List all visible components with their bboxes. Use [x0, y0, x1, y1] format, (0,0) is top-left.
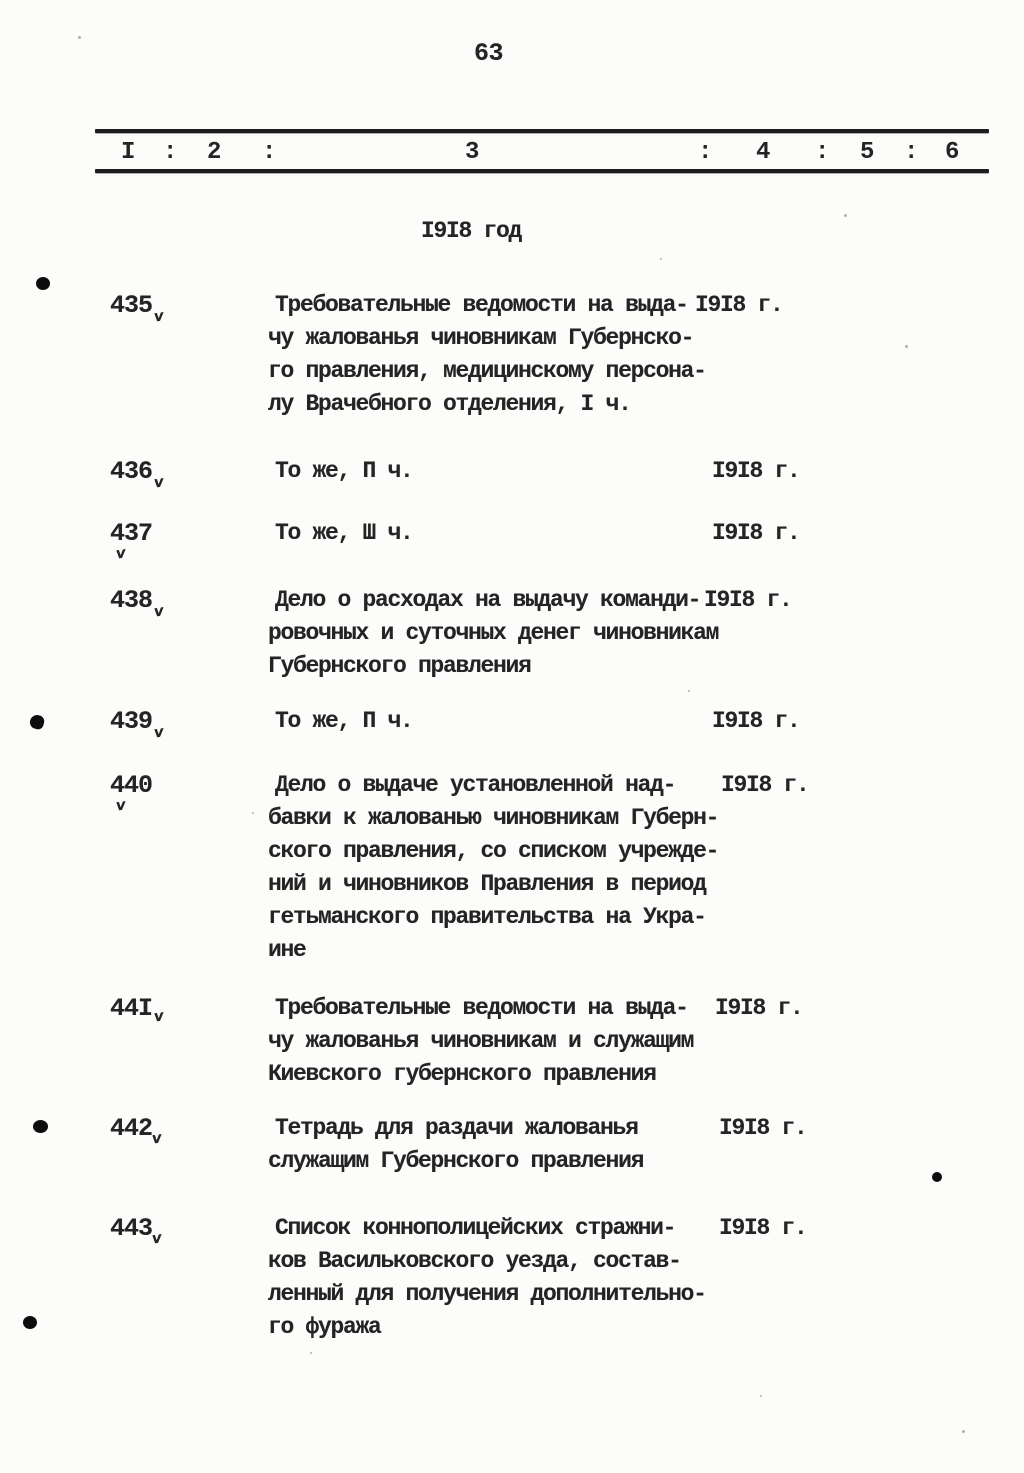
entry-number — [110, 584, 165, 621]
column-separator: : — [163, 139, 178, 166]
tick-mark: v — [152, 1006, 165, 1026]
column-header-2: 2 — [207, 139, 222, 166]
scan-speck — [905, 345, 908, 348]
tick-mark: v — [114, 795, 127, 815]
scan-speck — [310, 1352, 312, 1354]
column-separator: : — [262, 139, 277, 166]
entry-description — [268, 517, 720, 550]
description-line: бавки к жалованью чиновникам Губерн- — [268, 805, 719, 831]
description-line: чу жалованья чиновникам Губернско- — [268, 325, 694, 351]
ink-dot — [23, 1316, 37, 1329]
entry-number — [110, 992, 165, 1027]
entry-date: I9I8 г. — [721, 772, 809, 798]
description-line: Губернского правления — [268, 653, 531, 679]
description-line: То же, П ч. — [275, 458, 413, 484]
tick-mark: v — [152, 472, 165, 492]
scan-speck — [844, 214, 847, 217]
entry-date: I9I8 г. — [719, 1115, 807, 1141]
column-header-3: 3 — [465, 139, 480, 166]
ink-dot — [36, 277, 50, 290]
description-line: ского правления, со списком учрежде- — [268, 838, 719, 864]
entry-number-text: 443 — [110, 1214, 153, 1243]
entry-date: I9I8 г. — [712, 458, 800, 484]
entry-number-text: 435 — [110, 291, 153, 320]
tick-mark: v — [150, 1128, 163, 1148]
entry-date: I9I8 г. — [715, 995, 803, 1021]
description-line: чу жалованья чиновникам и служащим — [268, 1028, 694, 1054]
description-line: лу Врачебного отделения, I ч. — [268, 391, 631, 417]
description-line: То же, Ш ч. — [275, 520, 413, 546]
entry-number-text: 442 — [110, 1114, 153, 1143]
entry-number — [110, 769, 153, 815]
description-line: ровочных и суточных денег чиновникам — [268, 620, 719, 646]
tick-mark: v — [152, 601, 165, 621]
entry-date: I9I8 г. — [712, 520, 800, 546]
entry-description — [268, 992, 720, 1091]
entry-number — [110, 705, 165, 742]
description-line: гетьманского правительства на Укра- — [268, 904, 706, 930]
ink-dot — [28, 713, 45, 730]
column-header-1: I — [121, 139, 136, 166]
column-header-6: 6 — [945, 139, 960, 166]
entry-number-text: 439 — [110, 707, 153, 736]
column-header-4: 4 — [756, 139, 771, 166]
entry-number — [110, 289, 165, 326]
entry-number — [110, 1212, 162, 1247]
column-separator: : — [815, 139, 830, 166]
scan-speck — [660, 258, 662, 260]
entry-number — [110, 517, 153, 563]
entry-number-text: 440 — [110, 771, 153, 800]
column-header-5: 5 — [860, 139, 875, 166]
tick-mark: v — [150, 1228, 163, 1248]
tick-mark: v — [114, 543, 127, 563]
entry-number-text: 436 — [110, 457, 153, 486]
entry-number-text: 44I — [110, 994, 153, 1023]
description-line: Список коннополицейских стражни- — [275, 1215, 676, 1241]
scan-speck — [962, 1430, 965, 1433]
scan-speck — [252, 812, 254, 814]
description-line: ний и чиновников Правления в период — [268, 871, 706, 897]
description-line: Дело о расходах на выдачу команди- — [275, 587, 701, 613]
description-line: го фуража — [268, 1314, 381, 1340]
page-number: 63 — [474, 39, 504, 68]
description-line: Дело о выдаче установленной над- — [275, 772, 676, 798]
section-heading-year: I9I8 год — [421, 218, 522, 244]
description-line: ленный для получения дополнительно- — [268, 1281, 706, 1307]
entry-number — [110, 455, 165, 492]
column-separator: : — [904, 139, 919, 166]
entry-description — [268, 1112, 720, 1178]
description-line: ине — [268, 937, 306, 963]
description-line: Киевского губернского правления — [268, 1061, 656, 1087]
entry-date: I9I8 г. — [719, 1215, 807, 1241]
entry-date: I9I8 г. — [704, 587, 792, 613]
entry-description — [268, 705, 720, 738]
table-header-rule-top — [95, 129, 989, 133]
description-line: Требовательные ведомости на выда- — [275, 292, 688, 318]
description-line: ков Васильковского уезда, состав- — [268, 1248, 681, 1274]
ink-dot — [932, 1172, 942, 1182]
entry-number-text: 437 — [110, 519, 153, 548]
entry-description — [268, 455, 720, 488]
description-line: го правления, медицинскому персона- — [268, 358, 706, 384]
scan-speck — [688, 690, 690, 692]
table-header-rule-bottom — [95, 169, 989, 173]
description-line: служащим Губернского правления — [268, 1148, 644, 1174]
scan-speck — [760, 1395, 762, 1397]
tick-mark: v — [152, 722, 165, 742]
tick-mark: v — [152, 306, 165, 326]
column-separator: : — [698, 139, 713, 166]
ink-dot — [33, 1120, 48, 1133]
description-line: Тетрадь для раздачи жалованья — [275, 1115, 638, 1141]
entry-description — [268, 289, 720, 421]
entry-date: I9I8 г. — [712, 708, 800, 734]
entry-date: I9I8 г. — [695, 292, 783, 318]
entry-description — [268, 1212, 720, 1344]
description-line: Требовательные ведомости на выда- — [275, 995, 688, 1021]
entry-number — [110, 1112, 162, 1147]
description-line: То же, П ч. — [275, 708, 413, 734]
entry-description — [268, 769, 720, 967]
entry-number-text: 438 — [110, 586, 153, 615]
scan-speck — [78, 36, 81, 39]
entry-description — [268, 584, 720, 683]
